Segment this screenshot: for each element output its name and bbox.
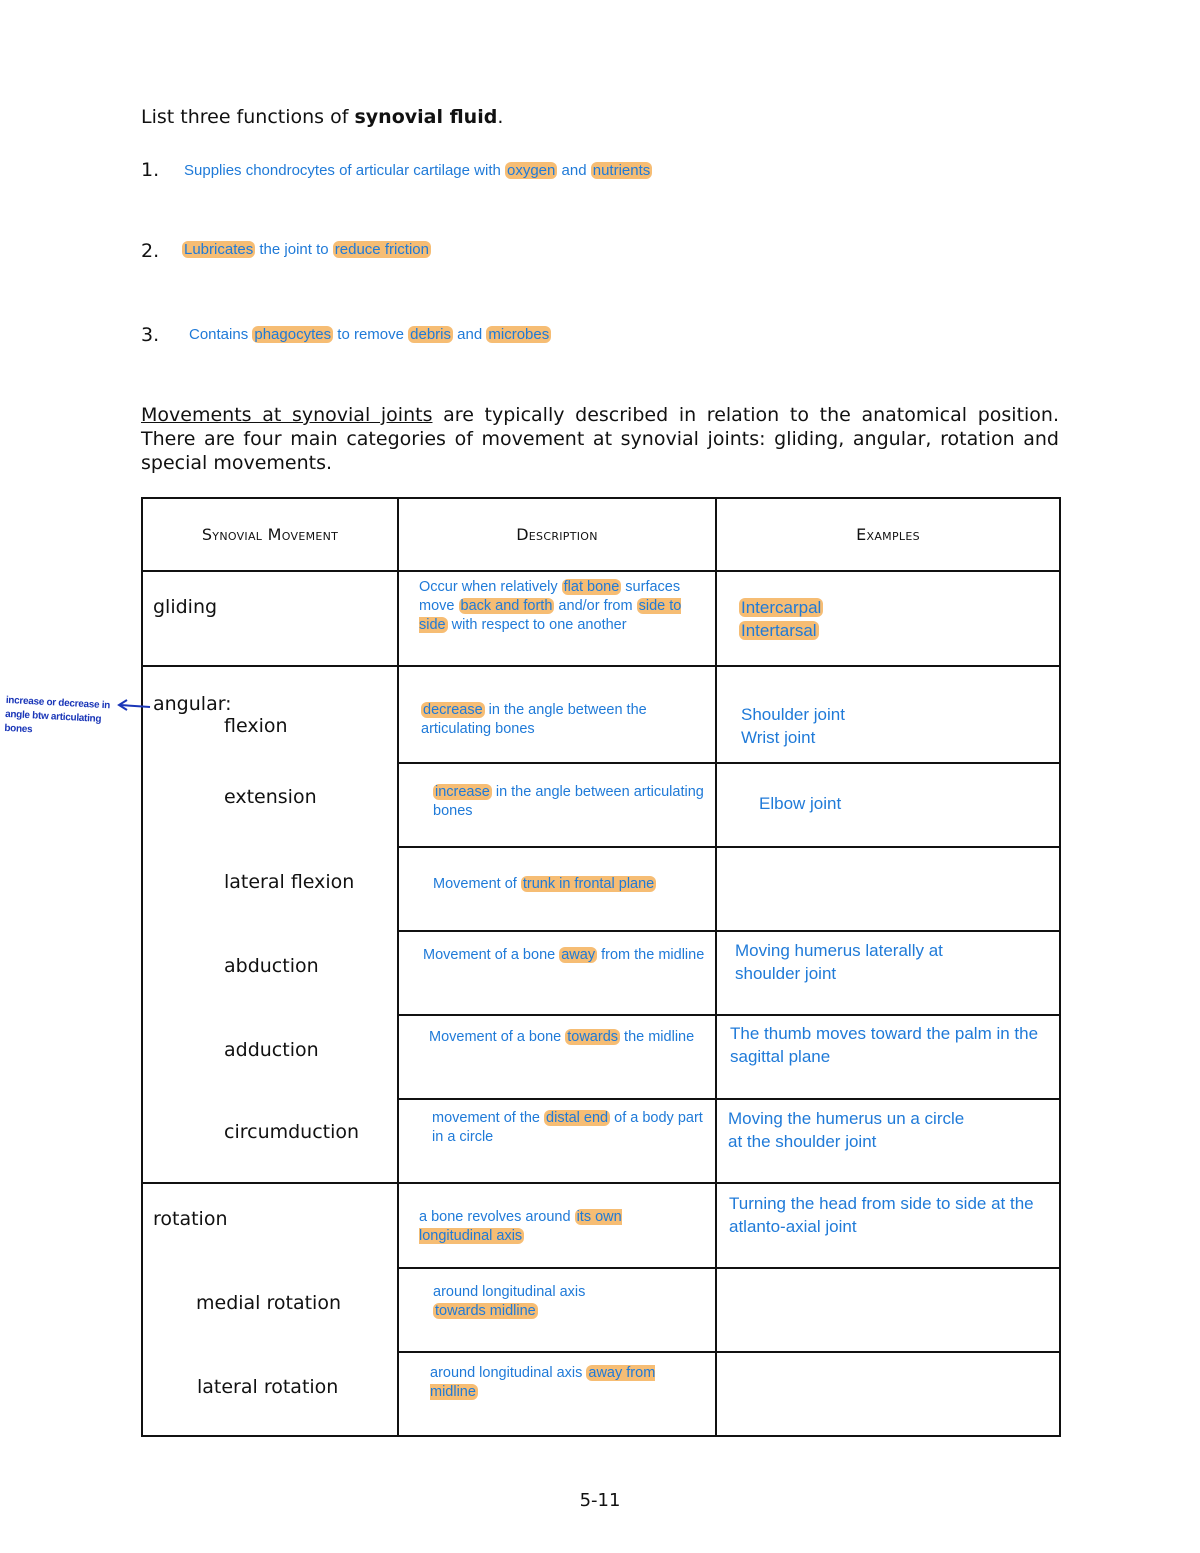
- description-cell: [398, 1268, 716, 1352]
- movement-cell: [142, 1183, 398, 1268]
- answer-2-text: [182, 241, 431, 258]
- examples-cell: [716, 931, 1060, 1015]
- examples-cell: [716, 763, 1060, 847]
- text-span: Movement of: [433, 876, 521, 892]
- answer-3-text: [189, 326, 551, 343]
- highlighted-text: Intercarpal: [741, 598, 822, 617]
- text-span: in the angle between articulating bones: [433, 784, 704, 819]
- description-cell: [398, 571, 716, 666]
- text-span: Moving the humerus un a circle at the shoulder joint: [728, 1109, 965, 1151]
- example-item: [729, 1192, 1049, 1238]
- description-cell: [398, 1183, 716, 1268]
- table-row: [142, 1015, 1060, 1099]
- text-span: and: [453, 326, 487, 343]
- description-cell: [398, 666, 716, 763]
- movement-sub-label: abduction: [224, 955, 319, 977]
- examples-cell: [716, 1352, 1060, 1436]
- highlighted-text: debris: [410, 326, 451, 343]
- movement-cell: [142, 666, 398, 763]
- answer-3-number: 3.: [141, 324, 160, 346]
- movement-label: rotation: [153, 1208, 228, 1230]
- highlighted-text: flat bone: [563, 579, 620, 595]
- text-span: Movement of a bone: [423, 947, 560, 963]
- table-row: [142, 847, 1060, 931]
- examples-cell: [716, 1099, 1060, 1183]
- highlighted-text: towards: [567, 1029, 619, 1045]
- movement-cell: [142, 847, 398, 931]
- text-span: to remove: [333, 326, 409, 343]
- text-span: the midline: [620, 1029, 695, 1045]
- text-span: and: [557, 162, 591, 179]
- movement-sub-label: circumduction: [224, 1121, 360, 1143]
- question-text: List three functions of synovial fluid.: [141, 106, 504, 128]
- header-synovial-movement: Synovial Movement: [142, 498, 398, 571]
- text-span: The thumb moves toward the palm in the sagittal plane: [730, 1024, 1039, 1066]
- description-cell: [398, 763, 716, 847]
- text-span: of a body part in a circle: [432, 1110, 703, 1145]
- movement-sub-label: lateral rotation: [197, 1376, 339, 1398]
- highlighted-text: back and forth: [460, 598, 553, 614]
- text-span: around longitudinal axis: [430, 1365, 587, 1381]
- text-span: movement of the: [432, 1110, 545, 1126]
- annotation-arrow-icon: [116, 698, 152, 714]
- answer-2-number: 2.: [141, 240, 160, 262]
- examples-cell: [716, 1268, 1060, 1352]
- highlighted-text: side to side: [419, 598, 682, 633]
- text-span: in the angle between the articulating bones: [421, 702, 647, 737]
- highlighted-text: oxygen: [507, 162, 556, 179]
- table-row: [142, 931, 1060, 1015]
- text-span: Shoulder joint: [741, 705, 845, 724]
- underlined-phrase: Movements at synovial joints: [141, 404, 433, 426]
- text-span: Elbow joint: [759, 794, 842, 813]
- highlighted-text: decrease: [423, 702, 483, 718]
- movement-cell: [142, 931, 398, 1015]
- example-item: [735, 939, 999, 985]
- text-span: a bone revolves around: [419, 1209, 575, 1225]
- highlighted-text: its own longitudinal axis: [419, 1209, 622, 1244]
- example-item: [728, 1107, 979, 1153]
- highlighted-text: nutrients: [592, 162, 651, 179]
- text-span: Turning the head from side to side at the atlanto-axial joint: [729, 1194, 1034, 1236]
- text-span: Contains: [189, 326, 253, 343]
- description-cell: [398, 1015, 716, 1099]
- movement-cell: [142, 1099, 398, 1183]
- highlighted-text: distal end: [546, 1110, 609, 1126]
- text-span: Wrist joint: [741, 728, 816, 747]
- table-row: [142, 1352, 1060, 1436]
- movement-label: gliding: [153, 596, 218, 618]
- highlighted-text: reduce friction: [334, 241, 429, 258]
- text-span: from the midline: [597, 947, 705, 963]
- table-row: [142, 571, 1060, 666]
- highlighted-text: trunk in frontal plane: [522, 876, 655, 892]
- text-span: Supplies chondrocytes of articular cartilage with: [184, 162, 505, 179]
- question-bold: synovial fluid: [354, 106, 498, 128]
- highlighted-text: Lubricates: [184, 241, 254, 258]
- answer-1-text: [184, 162, 652, 179]
- text-span: surfaces move: [419, 579, 681, 614]
- examples-cell: [716, 1183, 1060, 1268]
- movement-cell: [142, 571, 398, 666]
- example-item: [730, 1022, 1055, 1068]
- description-cell: [398, 931, 716, 1015]
- highlighted-text: Intertarsal: [741, 621, 817, 640]
- handwritten-annotation: increase or decrease in angle btw articulating bones: [4, 694, 111, 736]
- movement-cell: [142, 763, 398, 847]
- text-span: and/or from: [554, 598, 637, 614]
- highlighted-text: microbes: [488, 326, 550, 343]
- synovial-movement-table: [141, 497, 1061, 1437]
- example-item: [739, 619, 1059, 642]
- highlighted-text: increase: [435, 784, 490, 800]
- movement-sub-label: flexion: [224, 715, 288, 737]
- highlighted-text: towards midline: [435, 1303, 536, 1319]
- movement-sub-label: medial rotation: [196, 1292, 342, 1314]
- text-span: Moving humerus laterally at shoulder joint: [735, 941, 943, 983]
- highlighted-text: away from midline: [430, 1365, 656, 1400]
- examples-cell: [716, 1015, 1060, 1099]
- table-row: [142, 763, 1060, 847]
- example-item: [741, 703, 1059, 726]
- movement-label: angular:: [153, 693, 232, 715]
- header-examples: Examples: [716, 498, 1060, 571]
- table-row: [142, 1183, 1060, 1268]
- examples-cell: [716, 847, 1060, 931]
- examples-cell: [716, 571, 1060, 666]
- description-cell: [398, 847, 716, 931]
- description-cell: [398, 1352, 716, 1436]
- table-row: [142, 1268, 1060, 1352]
- example-item: [759, 792, 1059, 815]
- movement-sub-label: extension: [224, 786, 317, 808]
- text-span: Occur when relatively: [419, 579, 562, 595]
- movement-cell: [142, 1268, 398, 1352]
- description-cell: [398, 1099, 716, 1183]
- text-span: Movement of a bone: [429, 1029, 566, 1045]
- example-item: [739, 596, 1059, 619]
- highlighted-text: away: [561, 947, 596, 963]
- table-row: [142, 666, 1060, 763]
- table-row: [142, 1099, 1060, 1183]
- page-number: 5-11: [579, 1490, 621, 1511]
- highlighted-text: phagocytes: [254, 326, 332, 343]
- intro-paragraph: Movements at synovial joints are typically described in relation to the anatomical position. There are four main categories of movement at synovial joints: gliding, angular, rotation and special movements.: [141, 404, 1060, 474]
- text-span: with respect to one another: [447, 617, 627, 633]
- example-item: [741, 726, 1059, 749]
- answer-1-number: 1.: [141, 159, 160, 181]
- movement-sub-label: adduction: [224, 1039, 319, 1061]
- movement-cell: [142, 1015, 398, 1099]
- examples-cell: [716, 666, 1060, 763]
- text-span: around longitudinal axis: [433, 1284, 586, 1300]
- movement-cell: [142, 1352, 398, 1436]
- header-description: Description: [398, 498, 716, 571]
- text-span: the joint to: [255, 241, 333, 258]
- movement-sub-label: lateral flexion: [224, 871, 355, 893]
